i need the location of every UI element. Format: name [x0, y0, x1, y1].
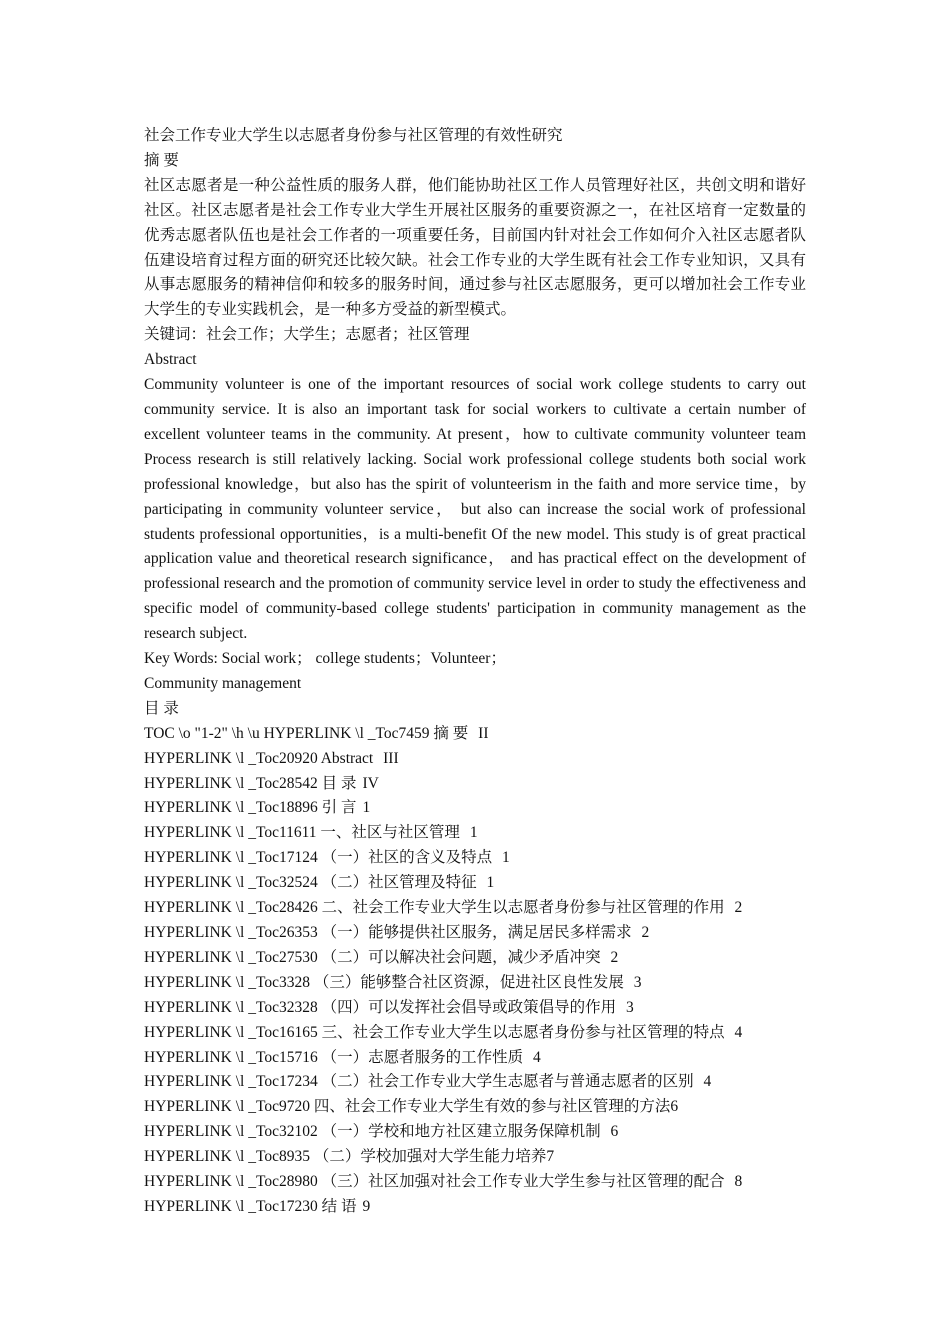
toc-entry-text: HYPERLINK \l _Toc27530 （二）可以解决社会问题，减少矛盾冲突: [144, 948, 601, 966]
table-of-contents: [144, 722, 806, 1220]
abstract-cn: 社区志愿者是一种公益性质的服务人群，他们能协助社区工作人员管理好社区，共创文明和谐好社区。社区志愿者是社会工作专业大学生开展社区服务的重要资源之一，在社区培育一定数量的优秀志愿者队伍也是社会工作者的一项重要任务，目前国内针对社会工作如何介入社区志愿者队伍建设培育过程方面的研究还比较欠缺。社会工作专业的大学生既有社会工作专业知识，又具有从事志愿服务的精神信仰和较多的服务时间，通过参与社区志愿服务，更可以增加社会工作专业大学生的专业实践机会，是一种多方受益的新型模式。: [144, 176, 806, 319]
abstract-heading-en: Abstract: [144, 351, 197, 369]
toc-entry-text: HYPERLINK \l _Toc16165 三、社会工作专业大学生以志愿者身份参与社区管理的特点: [144, 1023, 725, 1041]
document-page: [144, 124, 806, 1220]
toc-entry[interactable]: [144, 1170, 806, 1195]
toc-entry-text: HYPERLINK \l _Toc28426 二、社会工作专业大学生以志愿者身份参与社区管理的作用: [144, 899, 725, 917]
toc-entry-text: HYPERLINK \l _Toc26353 （一）能够提供社区服务，满足居民多样需求: [144, 924, 632, 941]
keywords-en-line1: Key Words: Social work； college students；Volunteer；: [144, 650, 506, 668]
toc-entry-text: HYPERLINK \l _Toc32102 （一）学校和地方社区建立服务保障机制: [144, 1123, 601, 1141]
toc-entry[interactable]: [144, 821, 806, 846]
abstract-heading-cn: 摘 要: [144, 151, 179, 169]
toc-entry[interactable]: [144, 1021, 806, 1046]
toc-entry-page: 2: [606, 948, 619, 966]
toc-entry-text: HYPERLINK \l _Toc11611 一、社区与社区管理: [144, 824, 460, 842]
toc-entry[interactable]: [144, 871, 806, 896]
toc-entry-text: HYPERLINK \l _Toc15716 （一）志愿者服务的工作性质: [144, 1048, 524, 1066]
toc-entry-text: HYPERLINK \l _Toc18896 引 言: [144, 799, 357, 817]
toc-entry-page: 6: [670, 1098, 679, 1116]
toc-entry[interactable]: [144, 747, 806, 772]
toc-entry-text: HYPERLINK \l _Toc9720 四、社会工作专业大学生有效的参与社区管理的方法: [144, 1098, 671, 1116]
document-title: 社会工作专业大学生以志愿者身份参与社区管理的有效性研究: [144, 127, 563, 144]
toc-entry-text: HYPERLINK \l _Toc28542 目 录: [144, 774, 357, 792]
toc-entry-text: HYPERLINK \l _Toc32328 （四）可以发挥社会倡导或政策倡导的作用: [144, 998, 617, 1016]
toc-heading: 目 录: [144, 699, 179, 717]
toc-entry[interactable]: [144, 896, 806, 921]
toc-entry[interactable]: [144, 1070, 806, 1095]
toc-entry-page: III: [379, 749, 399, 767]
toc-entry-text: HYPERLINK \l _Toc20920 Abstract: [144, 749, 374, 767]
toc-entry-text: HYPERLINK \l _Toc8935 （二）学校加强对大学生能力培养: [144, 1148, 547, 1166]
toc-entry-page: 1: [498, 849, 510, 867]
toc-entry[interactable]: [144, 772, 806, 797]
toc-entry-text: HYPERLINK \l _Toc17234 （二）社会工作专业大学生志愿者与普通志愿者的区别: [144, 1073, 694, 1091]
toc-entry[interactable]: [144, 946, 806, 971]
toc-entry[interactable]: [144, 1095, 806, 1120]
toc-entry[interactable]: [144, 1046, 806, 1071]
toc-entry-page: 2: [730, 899, 743, 917]
toc-entry-page: II: [474, 724, 489, 742]
toc-entry[interactable]: [144, 722, 806, 747]
toc-entry-text: HYPERLINK \l _Toc3328 （三）能够整合社区资源，促进社区良性发展: [144, 973, 624, 991]
toc-entry-text: HYPERLINK \l _Toc17230 结 语: [144, 1197, 357, 1215]
toc-entry-page: 1: [362, 799, 371, 817]
toc-entry[interactable]: [144, 1120, 806, 1145]
toc-entry-text: HYPERLINK \l _Toc17124 （一）社区的含义及特点: [144, 849, 493, 867]
toc-entry[interactable]: [144, 796, 806, 821]
toc-entry[interactable]: [144, 971, 806, 996]
toc-entry-page: 2: [637, 924, 650, 941]
toc-entry-page: 3: [629, 973, 642, 991]
toc-entry-text: HYPERLINK \l _Toc32524 （二）社区管理及特征: [144, 874, 477, 892]
toc-entry-text: TOC \o "1-2" \h \u HYPERLINK \l _Toc7459 摘 要: [144, 724, 469, 742]
toc-entry-page: 1: [482, 874, 495, 892]
toc-entry-page: 9: [362, 1197, 371, 1215]
toc-entry[interactable]: [144, 1195, 806, 1220]
toc-entry[interactable]: [144, 1145, 806, 1170]
toc-entry-page: 4: [730, 1023, 743, 1041]
keywords-cn: 关键词：社会工作；大学生；志愿者；社区管理: [144, 326, 470, 344]
toc-entry-page: IV: [362, 774, 379, 792]
toc-entry[interactable]: [144, 996, 806, 1021]
toc-entry-page: 4: [699, 1073, 712, 1091]
toc-entry-page: 4: [529, 1048, 541, 1066]
keywords-en-line2: Community management: [144, 674, 302, 692]
toc-entry-page: 3: [622, 998, 634, 1016]
toc-entry-page: 1: [465, 824, 478, 842]
toc-entry-page: 7: [546, 1148, 555, 1166]
abstract-en: Community volunteer is one of the important resources of social work college students to carry out community service. It is also an important task for social workers to cultivate a certain number of excellent volunteer teams in the community. At present，how to cultivate community volunteer team Process research is still relatively lacking. Social work professional college students both social work professional knowledge，but also has the spirit of volunteerism in the faith and more service time，by participating in community volunteer service， but also can increase the social work of professional students professional opportunities，is a multi-benefit Of the new model. This study is of great practical application value and theoretical research significance， and has practical effect on the development of professional research and the promotion of community service level in order to study the effectiveness and specific model of community-based college students' participation in community management as the research subject.: [144, 376, 806, 643]
toc-entry-page: 6: [606, 1123, 619, 1141]
toc-entry-page: 8: [730, 1173, 743, 1191]
toc-entry[interactable]: [144, 921, 806, 946]
toc-entry[interactable]: [144, 846, 806, 871]
toc-entry-text: HYPERLINK \l _Toc28980 （三）社区加强对社会工作专业大学生参与社区管理的配合: [144, 1173, 725, 1191]
